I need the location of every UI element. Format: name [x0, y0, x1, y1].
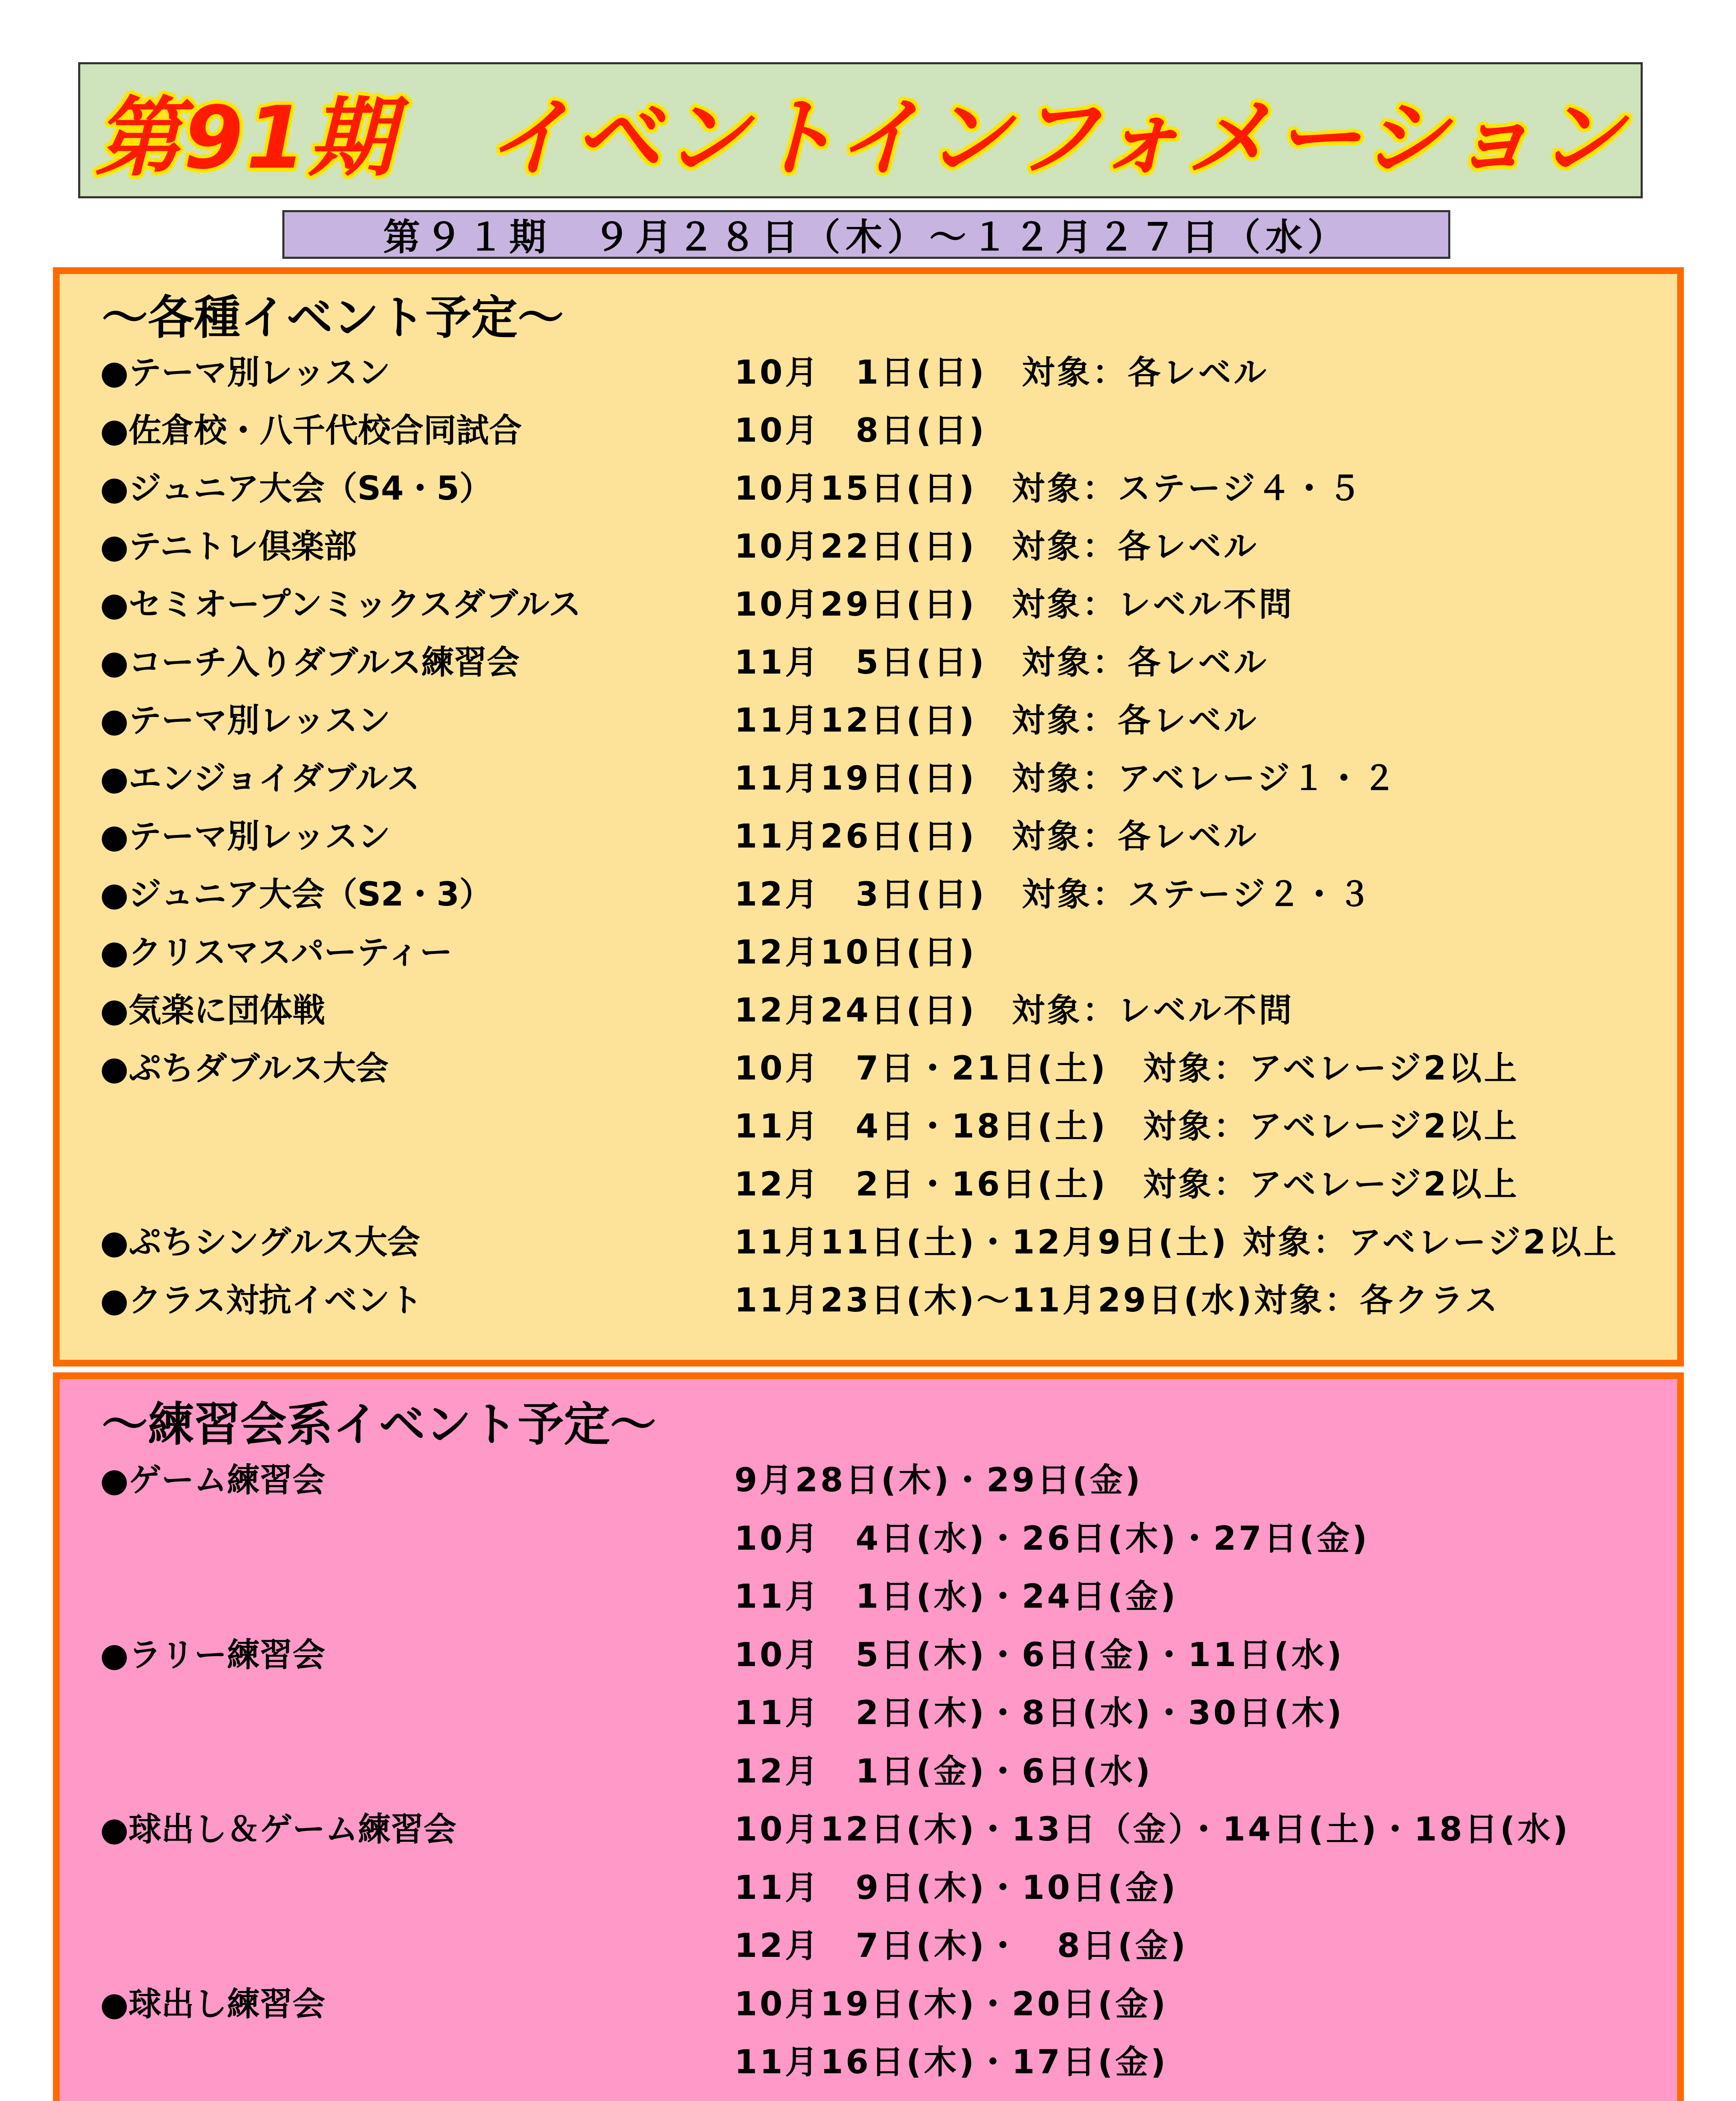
event-dates: 12月10日(日)	[734, 934, 977, 972]
event-dates: 10月 4日(水)・26日(木)・27日(金)	[734, 1519, 1370, 1558]
events-section	[53, 267, 1684, 1366]
list-item	[60, 635, 1677, 690]
list-item	[60, 577, 1677, 632]
period-text: 第９１期 ９月２８日（木）～１２月２７日（水）	[383, 216, 1349, 259]
event-name: ●佐倉校・八千代校合同試合	[100, 412, 522, 450]
event-name: ●ぷちシングルス大会	[100, 1224, 420, 1261]
event-dates	[734, 2093, 1168, 2101]
page-title: 第91期 イベントインフォメーション	[95, 88, 1626, 188]
list-item	[60, 1686, 1677, 1740]
list-item	[60, 1628, 1677, 1682]
list-item	[60, 693, 1677, 748]
event-dates: 11月 2日(木)・8日(水)・30日(木)	[734, 1694, 1344, 1732]
list-item	[60, 345, 1677, 400]
event-name: ●エンジョイダブルス	[100, 760, 420, 798]
list-item	[60, 1977, 1677, 2032]
event-name: ●クラス対抗イベント	[100, 1282, 423, 1319]
event-dates: 12月 3日(日) 対象：ステージ２・３	[734, 876, 1373, 914]
event-name: ●気楽に団体戦	[100, 992, 326, 1029]
list-item	[60, 1802, 1677, 1857]
event-dates: 10月29日(日) 対象：レベル不問	[734, 586, 1294, 624]
event-name: ●ラリー練習会	[100, 1636, 326, 1674]
list-item	[60, 461, 1677, 516]
event-dates: 12月 7日(木)・ 8日(金)	[734, 1927, 1188, 1965]
list-item	[60, 1744, 1677, 1799]
event-dates: 11月26日(日) 対象：各レベル	[734, 818, 1259, 856]
practice-section	[53, 1372, 1684, 2101]
events-heading: ～各種イベント予定～	[102, 291, 564, 345]
event-name: ●球出し練習会	[100, 1985, 326, 2023]
event-dates: 9月28日(木)・29日(金)	[734, 1461, 1143, 1499]
event-name: ●クリスマスパーティー	[100, 934, 452, 972]
list-item	[60, 983, 1677, 1038]
event-dates: 11月12日(日) 対象：各レベル	[734, 702, 1259, 740]
list-item	[60, 751, 1677, 806]
event-dates: 12月 1日(金)・6日(水)	[734, 1752, 1153, 1790]
event-name: ●テーマ別レッスン	[100, 702, 391, 740]
event-dates: 11月11日(土)・12月9日(土) 対象：アベレージ2以上	[734, 1224, 1619, 1261]
event-name: ●テーマ別レッスン	[100, 818, 391, 856]
event-dates: 10月15日(日) 対象：ステージ４・５	[734, 470, 1364, 508]
event-dates: 11月16日(木)・17日(金)	[734, 2043, 1168, 2081]
event-dates: 10月12日(木)・13日（金）・14日(土)・18日(水)	[734, 1811, 1570, 1848]
event-dates: 10月22日(日) 対象：各レベル	[734, 528, 1259, 566]
event-dates: 11月 1日(水)・24日(金)	[734, 1578, 1178, 1616]
event-dates: 10月 1日(日) 対象：各レベル	[734, 354, 1269, 392]
event-dates: 11月23日(木)～11月29日(水)対象：各クラス	[734, 1282, 1500, 1319]
practice-heading: ～練習会系イベント予定～	[102, 1398, 656, 1451]
list-item	[60, 2035, 1677, 2090]
event-name: ●テーマ別レッスン	[100, 354, 391, 392]
list-item	[60, 1919, 1677, 1973]
event-name: ●ゲーム練習会	[100, 1461, 326, 1499]
event-name: ●球出し＆ゲーム練習会	[100, 1811, 457, 1848]
list-item	[60, 1511, 1677, 1566]
period-bar	[282, 210, 1450, 259]
event-dates: 11月 4日・18日(土) 対象：アベレージ2以上	[734, 1108, 1520, 1145]
event-name: ●セミオープンミックスダブルス	[100, 586, 581, 624]
event-name: ●コーチ入りダブルス練習会	[100, 644, 520, 682]
list-item	[60, 1861, 1677, 1915]
list-item	[60, 867, 1677, 922]
list-item	[60, 1453, 1677, 1508]
event-name: ●ジュニア大会（S2・3）	[100, 876, 492, 914]
event-dates: 10月 8日(日)	[734, 412, 987, 450]
event-dates: 10月 7日・21日(土) 対象：アベレージ2以上	[734, 1050, 1520, 1087]
event-dates: 11月 5日(日) 対象：各レベル	[734, 644, 1269, 682]
list-item	[60, 1157, 1677, 1212]
list-item	[60, 809, 1677, 864]
event-name: ●ぷちダブルス大会	[100, 1050, 389, 1087]
event-dates: 11月19日(日) 対象：アベレージ１・２	[734, 760, 1398, 798]
event-dates: 12月 2日・16日(土) 対象：アベレージ2以上	[734, 1166, 1520, 1203]
list-item	[60, 2093, 1677, 2101]
event-name: ●ジュニア大会（S4・5）	[100, 470, 492, 508]
list-item	[60, 1041, 1677, 1096]
event-name: ●テニトレ倶楽部	[100, 528, 357, 566]
event-dates: 10月 5日(木)・6日(金)・11日(水)	[734, 1636, 1344, 1674]
list-item	[60, 519, 1677, 574]
event-dates: 11月 9日(木)・10日(金)	[734, 1869, 1178, 1907]
title-banner	[78, 62, 1643, 198]
list-item	[60, 1215, 1677, 1270]
list-item	[60, 1569, 1677, 1624]
list-item	[60, 403, 1677, 458]
list-item	[60, 1099, 1677, 1154]
event-dates: 12月24日(日) 対象：レベル不問	[734, 992, 1294, 1029]
event-dates: 10月19日(木)・20日(金)	[734, 1985, 1168, 2023]
list-item	[60, 1273, 1677, 1328]
list-item	[60, 925, 1677, 980]
